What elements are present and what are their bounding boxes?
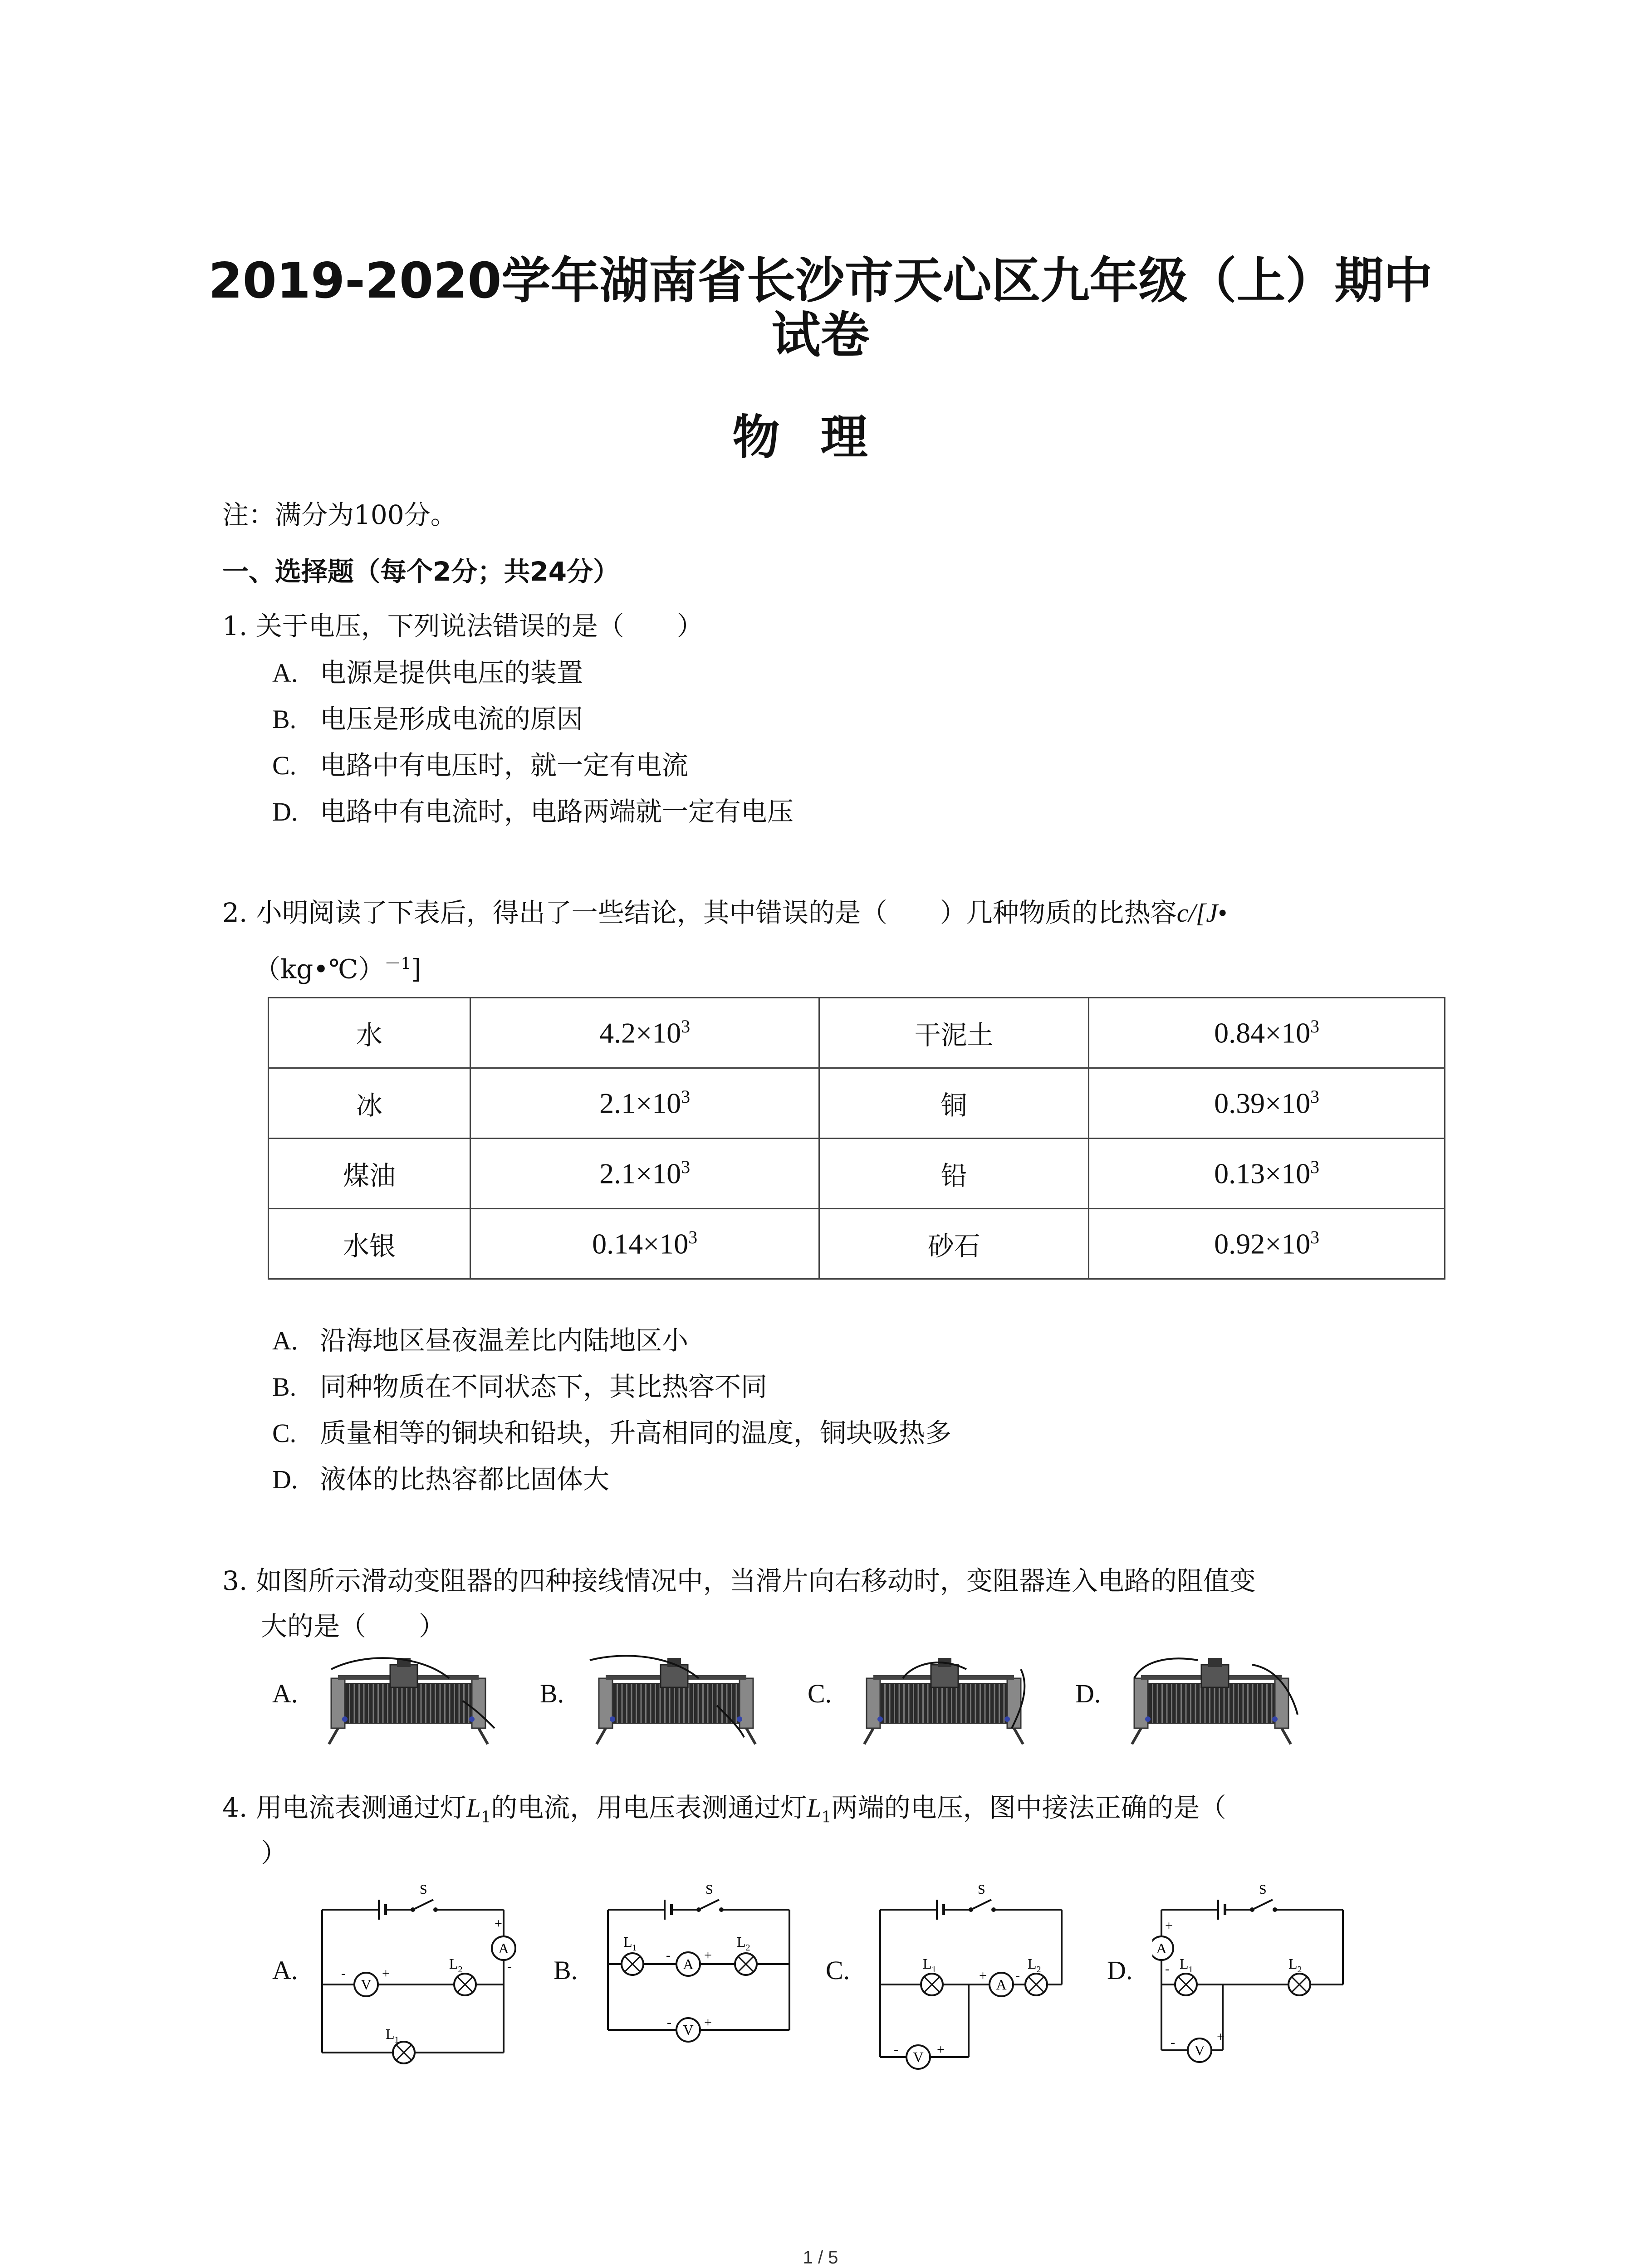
svg-text:-: - [1171,2035,1175,2050]
q3-stem-line2: 大的是（ ） [261,1611,446,1642]
circuit-diagram [313,1882,522,2073]
svg-text:L1: $L_1$ [923,1955,936,1975]
svg-text:-: - [341,1966,346,1981]
rheostat-figure [581,1651,771,1746]
svg-text:S: S [1259,1882,1267,1897]
svg-text:L2: $L_2$ [449,1955,463,1975]
svg-text:L2: $L_2$ [1288,1955,1302,1975]
q2-stem: 2. 小明阅读了下表后，得出了一些结论，其中错误的是（ ）几种物质的比热容c/[J• [222,897,1227,928]
svg-text:L1: $L_1$ [386,2026,399,2045]
svg-text:L2: $L_2$ [1028,1955,1041,1975]
svg-text:+: + [382,1966,390,1981]
table-cell-substance: 铅 [819,1139,1089,1209]
q2-option-a: A. 沿海地区昼夜温差比内陆地区小 [272,1325,689,1356]
q3-option-label: B. [540,1679,564,1708]
table-cell-value: $0.39\times 10^3$ [1089,1068,1445,1139]
q1-option-b: B. 电压是形成电流的原因 [272,704,583,734]
section-heading: 一、选择题（每个2分；共24分） [222,556,620,587]
table-cell-value: $0.92\times 10^3$ [1089,1209,1445,1279]
svg-text:L1: $L_1$ [623,1934,637,1953]
q2-option-c: C. 质量相等的铜块和铅块，升高相同的温度，铜块吸热多 [272,1418,952,1448]
table-cell-substance: 水银 [269,1209,470,1279]
circuit-diagram [871,1882,1080,2073]
table-row [269,1209,1445,1279]
svg-text:+: + [937,2042,945,2057]
q4-option-label: C. [826,1955,850,1985]
svg-text:-: - [666,1948,671,1963]
table-cell-value: $4.2\times 10^3$ [470,998,819,1068]
svg-text:L2: $L_2$ [737,1934,750,1953]
table-cell-substance: 干泥土 [819,998,1089,1068]
svg-text:S: S [978,1882,985,1897]
table-cell-substance: 水 [269,998,470,1068]
q1-stem: 1. 关于电压，下列说法错误的是（ ） [222,611,703,641]
q4-stem-line2: ） [261,1838,288,1868]
rheostat-figure [313,1651,504,1746]
table-cell-value: $2.1\times 10^3$ [470,1068,819,1139]
subject-heading: 物理 [732,410,909,465]
svg-text:A: A [683,1956,694,1972]
table-cell-value: $0.84\times 10^3$ [1089,998,1445,1068]
table-row [269,998,1445,1068]
svg-text:V: V [1194,2042,1205,2058]
table-cell-value: $2.1\times 10^3$ [470,1139,819,1209]
table-cell-value: $0.14\times 10^3$ [470,1209,819,1279]
table-cell-value: $0.13\times 10^3$ [1089,1139,1445,1209]
svg-text:-: - [667,2015,671,2030]
table-cell-substance: 冰 [269,1068,470,1139]
q2-option-d: D. 液体的比热容都比固体大 [272,1464,610,1495]
svg-text:S: S [705,1882,713,1897]
svg-text:+: + [1217,2029,1225,2044]
q3-option-label: A. [272,1679,298,1708]
svg-text:+: + [495,1916,502,1931]
q4-option-label: A. [272,1955,298,1985]
page-number: 1 / 5 [803,2248,838,2268]
q4-stem-line1: 4. 用电流表测通过灯$L_1$的电流，用电压表测通过灯$L_1$两端的电压，图中接法正确的是（ [222,1792,1226,1827]
q1-option-d: D. 电路中有电流时，电路两端就一定有电压 [272,796,794,827]
circuit-diagram [599,1882,808,2073]
svg-text:A: A [996,1976,1007,1993]
svg-text:+: + [704,1948,712,1963]
svg-text:-: - [1015,1968,1020,1983]
table-cell-substance: 砂石 [819,1209,1089,1279]
q3-option-label: C. [808,1679,832,1708]
table-row [269,1139,1445,1209]
svg-text:-: - [1165,1961,1170,1976]
q4-option-label: B. [554,1955,578,1985]
svg-text:A: A [498,1940,509,1956]
svg-text:V: V [683,2022,694,2038]
q1-option-c: C. 电路中有电压时，就一定有电流 [272,750,689,781]
svg-text:S: S [420,1882,427,1897]
specific-heat-table [268,997,1445,1280]
svg-text:A: A [1156,1940,1167,1956]
svg-text:+: + [704,2015,712,2030]
rheostat-figure [848,1651,1039,1746]
q3-stem-line1: 3. 如图所示滑动变阻器的四种接线情况中，当滑片向右移动时，变阻器连入电路的阻值变 [222,1565,1256,1596]
q1-option-a: A. 电源是提供电压的装置 [272,657,583,688]
exam-title-line2: 试卷 [771,307,870,364]
q2-option-b: B. 同种物质在不同状态下，其比热容不同 [272,1371,768,1402]
table-cell-substance: 铜 [819,1068,1089,1139]
svg-text:L1: $L_1$ [1180,1955,1193,1975]
svg-text:-: - [894,2042,898,2057]
score-note: 注：满分为100分。 [222,499,457,530]
svg-text:+: + [1165,1918,1173,1933]
svg-text:V: V [913,2049,924,2065]
svg-text:-: - [507,1959,512,1974]
exam-title-line1: 2019-2020学年湖南省长沙市天心区九年级（上）期中 [208,253,1433,309]
table-cell-substance: 煤油 [269,1139,470,1209]
svg-text:+: + [979,1968,987,1983]
q2-stem-unit: （kg•℃）$^{-1}$] [254,953,421,985]
q4-option-label: D. [1107,1955,1133,1985]
circuit-diagram [1152,1882,1361,2073]
q3-option-label: D. [1075,1679,1101,1708]
rheostat-figure [1116,1651,1307,1746]
table-row [269,1068,1445,1139]
svg-text:V: V [361,1976,372,1993]
